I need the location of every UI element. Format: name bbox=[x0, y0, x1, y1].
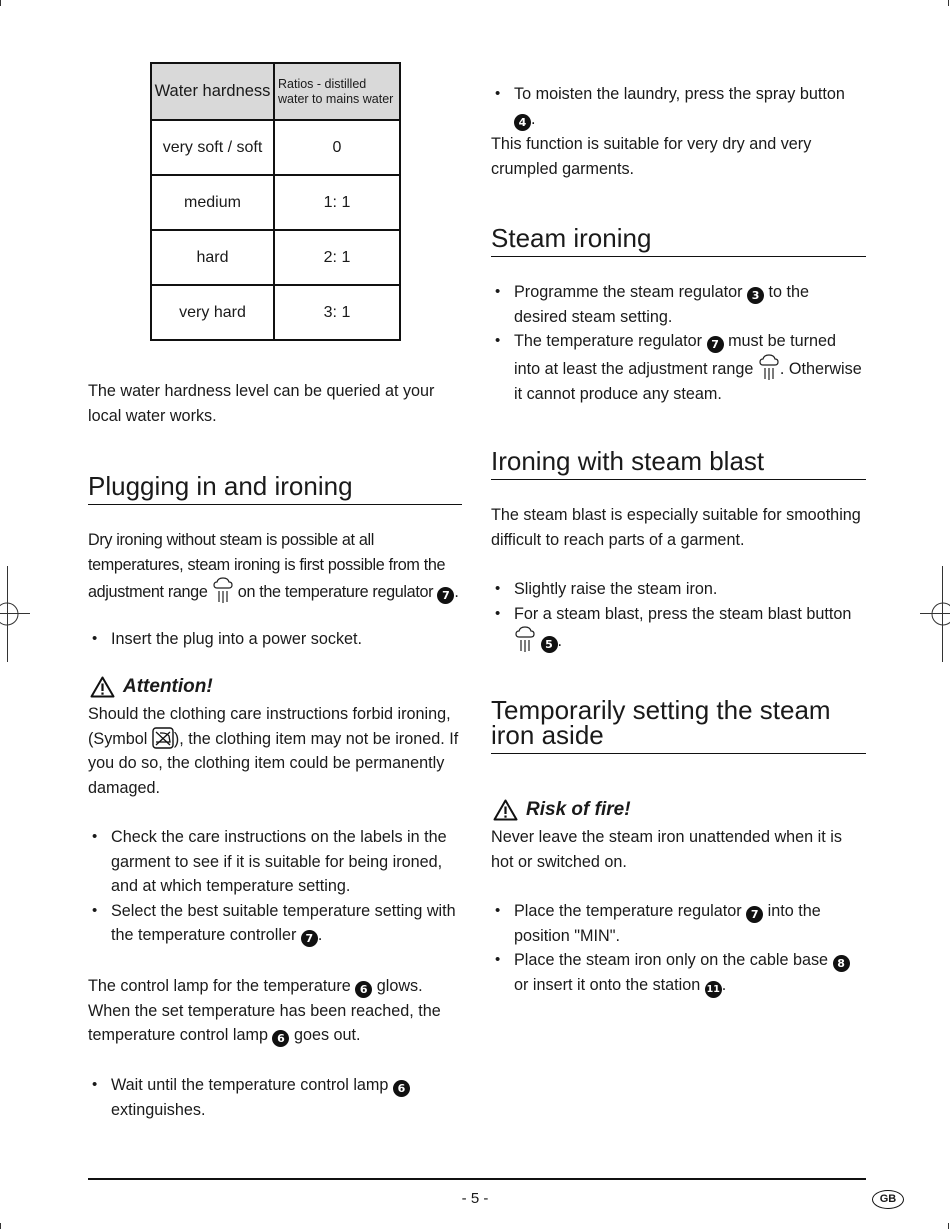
list-item bbox=[491, 899, 866, 948]
table-header-cell: Water hardness bbox=[151, 63, 274, 120]
language-badge: GB bbox=[872, 1190, 904, 1209]
steam-regulator-marker: 3 bbox=[747, 287, 764, 304]
list-item-text: to the desired steam setting. bbox=[514, 283, 810, 326]
steam-blast-marker: 5 bbox=[541, 636, 558, 653]
heading-plugging: Plugging in and ironing bbox=[88, 474, 462, 505]
risk-title bbox=[493, 798, 631, 822]
temp-regulator-marker: 7 bbox=[301, 930, 318, 947]
footer-divider bbox=[88, 1178, 866, 1180]
table-row bbox=[151, 285, 400, 340]
attention-text-a: Should the clothing care instructions forbid ironing, (Symbol bbox=[88, 705, 451, 748]
list-item-text: or insert it onto the station bbox=[514, 975, 701, 994]
table-row bbox=[151, 175, 400, 230]
moisten-list bbox=[491, 82, 866, 131]
blast-intro: The steam blast is especially suitable for smoothing difficult to reach parts of a garment. bbox=[491, 506, 861, 549]
risk-text: Never leave the steam iron unattended when it is hot or switched on. bbox=[491, 828, 842, 871]
list-item bbox=[491, 329, 866, 406]
list-item bbox=[491, 82, 866, 131]
registration-mark-icon bbox=[929, 600, 950, 628]
list-item: • Slightly raise the steam iron. bbox=[491, 577, 866, 602]
table-header-row bbox=[151, 63, 400, 120]
crop-mark bbox=[0, 0, 1, 6]
control-lamp-marker: 6 bbox=[272, 1030, 289, 1047]
table-cell: very soft / soft bbox=[151, 120, 274, 175]
care-list bbox=[88, 825, 462, 948]
table-cell: very hard bbox=[151, 285, 274, 340]
steam-cloud-icon bbox=[212, 577, 234, 605]
steam-cloud-icon bbox=[514, 626, 536, 654]
page-number: - 5 - bbox=[461, 1190, 489, 1207]
list-item-text: Place the steam iron only on the cable base bbox=[514, 951, 829, 970]
table-cell: 3: 1 bbox=[274, 285, 400, 340]
plugging-intro-text: Dry ironing without steam is possible at all temperatures, steam ironing is first possible from the adjustment range bbox=[88, 531, 446, 602]
crop-mark bbox=[0, 1223, 1, 1229]
punctuation: . bbox=[317, 926, 323, 945]
spray-button-marker: 4 bbox=[514, 114, 531, 131]
list-item-text: Programme the steam regulator bbox=[514, 283, 743, 301]
lamp-text-b: glows. When the set temperature has been reached, the temperature control lamp bbox=[88, 977, 441, 1045]
punctuation: . bbox=[721, 975, 727, 994]
plugging-intro bbox=[88, 528, 464, 605]
warning-triangle-icon bbox=[90, 676, 115, 698]
steam-cloud-icon bbox=[758, 354, 780, 382]
water-hardness-table bbox=[150, 62, 401, 341]
list-item-text: Wait until the temperature control lamp bbox=[111, 1076, 389, 1094]
table-header-cell: Ratios - distilled water to mains water bbox=[274, 63, 400, 120]
attention-text-b: ), the clothing item may not be ironed. If you do so, the clothing item could be permanently damaged. bbox=[88, 729, 459, 797]
list-item bbox=[88, 1073, 462, 1122]
list-item bbox=[491, 280, 866, 329]
attention-title bbox=[90, 675, 213, 699]
plugging-intro-text: on the temperature regulator bbox=[237, 583, 434, 602]
wait-list bbox=[88, 1073, 462, 1122]
table-cell: medium bbox=[151, 175, 274, 230]
warning-triangle-icon bbox=[493, 799, 518, 821]
list-item-text: extinguishes. bbox=[111, 1100, 206, 1119]
control-lamp-marker: 6 bbox=[393, 1080, 410, 1097]
list-item: • Insert the plug into a power socket. bbox=[88, 627, 462, 652]
plug-list bbox=[88, 627, 462, 652]
blast-list bbox=[491, 577, 866, 654]
no-iron-symbol-icon bbox=[152, 727, 174, 749]
list-item-text: The temperature regulator bbox=[514, 332, 703, 351]
crop-mark bbox=[948, 1223, 949, 1229]
list-item bbox=[491, 602, 866, 655]
list-item bbox=[491, 948, 866, 998]
list-item-text: To moisten the laundry, press the spray button bbox=[514, 85, 845, 103]
risk-label: Risk of fire! bbox=[526, 799, 631, 820]
table-cell: 0 bbox=[274, 120, 400, 175]
temp-regulator-marker: 7 bbox=[707, 336, 724, 353]
list-item-text: into the position "MIN". bbox=[514, 902, 821, 945]
heading-steam-blast: Ironing with steam blast bbox=[491, 449, 866, 480]
lamp-text-c: goes out. bbox=[293, 1026, 361, 1045]
table-cell: hard bbox=[151, 230, 274, 285]
steam-list bbox=[491, 280, 866, 406]
list-item-text: Select the best suitable temperature setting with the temperature controller bbox=[111, 901, 456, 945]
attention-text bbox=[88, 702, 464, 800]
heading-aside: Temporarily setting the steam iron aside bbox=[491, 698, 866, 754]
hardness-note: The water hardness level can be queried at your local water works. bbox=[88, 382, 435, 425]
list-item-text: Place the temperature regulator bbox=[514, 902, 742, 920]
station-marker: 11 bbox=[705, 981, 722, 998]
attention-label: Attention! bbox=[123, 676, 213, 697]
list-item-text: must be turned into at least the adjustment range bbox=[514, 332, 837, 378]
cable-base-marker: 8 bbox=[833, 955, 850, 972]
table-row bbox=[151, 120, 400, 175]
punctuation: . bbox=[454, 583, 459, 602]
table-cell: 1: 1 bbox=[274, 175, 400, 230]
heading-steam-ironing: Steam ironing bbox=[491, 226, 866, 257]
list-item bbox=[88, 899, 462, 948]
temp-regulator-marker: 7 bbox=[437, 587, 454, 604]
list-item-text: . Otherwise it cannot produce any steam. bbox=[514, 359, 862, 403]
lamp-text-a: The control lamp for the temperature bbox=[88, 977, 351, 995]
table-cell: 2: 1 bbox=[274, 230, 400, 285]
temp-regulator-marker: 7 bbox=[746, 906, 763, 923]
spray-note: This function is suitable for very dry and very crumpled garments. bbox=[491, 135, 812, 178]
punctuation: . bbox=[531, 109, 536, 128]
list-item: • Check the care instructions on the labels in the garment to see if it is suitable for being ironed, and at which temperature setting. bbox=[88, 825, 462, 899]
registration-mark-icon bbox=[0, 600, 21, 628]
control-lamp-marker: 6 bbox=[355, 981, 372, 998]
table-row bbox=[151, 230, 400, 285]
lamp-text bbox=[88, 974, 464, 1048]
aside-list bbox=[491, 899, 866, 998]
list-item-text: For a steam blast, press the steam blast button bbox=[514, 604, 852, 623]
crop-mark bbox=[948, 0, 949, 6]
punctuation: . bbox=[557, 632, 562, 651]
